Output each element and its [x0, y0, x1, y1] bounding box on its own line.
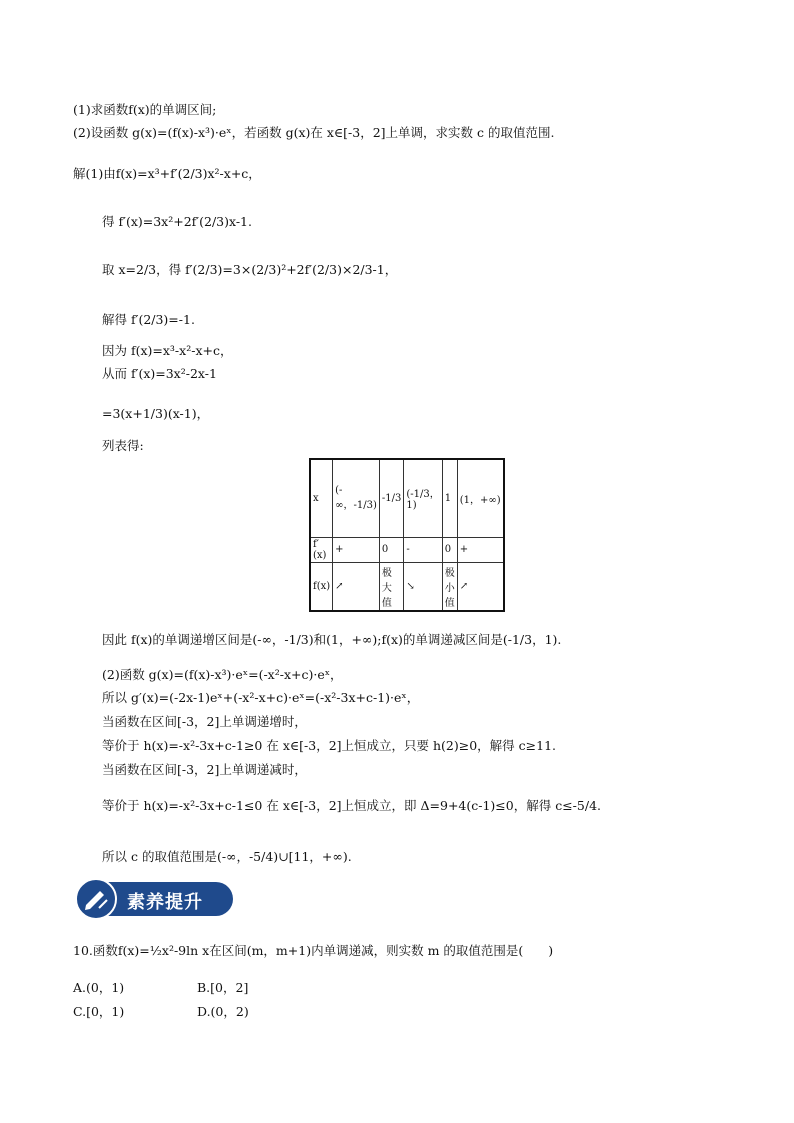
part2-line-5: 当函数在区间[-3，2]上单调递减时，: [102, 762, 307, 777]
table-row-function: [310, 562, 504, 611]
pencil-book-icon: [75, 878, 117, 920]
solution-line-2: 得 f′(x)=3x²+2f′(2/3)x-1.: [102, 214, 252, 229]
table-cell: +: [333, 537, 380, 562]
table-cell: (-∞，-1/3): [333, 459, 380, 537]
table-cell: 0: [379, 537, 403, 562]
solution-line-1: 解(1)由f(x)=x³+f′(2/3)x²-x+c，: [73, 166, 261, 181]
problem-part-1: (1)求函数f(x)的单调区间;: [73, 102, 217, 117]
conclusion-part-1: 因此 f(x)的单调递增区间是(-∞，-1/3)和(1，+∞);f(x)的单调递减区间是(-1/3，1).: [102, 632, 562, 647]
table-cell: x: [310, 459, 333, 537]
table-cell: 1: [442, 459, 457, 537]
option-d: D.(0，2): [197, 1004, 249, 1019]
solution-line-4: 解得 f′(2/3)=-1.: [102, 312, 195, 327]
solution-line-3: 取 x=2/3，得 f′(2/3)=3×(2/3)²+2f′(2/3)×2/3-1，: [102, 262, 398, 277]
solution-line-5: 因为 f(x)=x³-x²-x+c，: [102, 343, 233, 358]
option-a: A.(0，1): [73, 980, 125, 995]
table-cell: 极大值: [379, 562, 403, 611]
option-c: C.[0，1): [73, 1004, 125, 1019]
table-cell: ↗: [457, 562, 503, 611]
table-cell: +: [457, 537, 503, 562]
solution-line-8: 列表得:: [102, 438, 144, 453]
table-cell: f(x): [310, 562, 333, 611]
part2-line-2: 所以 g′(x)=(-2x-1)eˣ+(-x²-x+c)·eˣ=(-x²-3x+c-1)·eˣ，: [102, 690, 420, 705]
table-cell: ↘: [404, 562, 442, 611]
part2-line-7: 所以 c 的取值范围是(-∞，-5/4)∪[11，+∞).: [102, 849, 352, 864]
table-cell: 极小值: [442, 562, 457, 611]
table-cell: f′(x): [310, 537, 333, 562]
table-row-x: [310, 459, 504, 537]
table-cell: ↗: [333, 562, 380, 611]
part2-line-4: 等价于 h(x)=-x²-3x+c-1≥0 在 x∈[-3，2]上恒成立，只要 h(2)≥0，解得 c≥11.: [102, 738, 557, 753]
section-banner: [75, 878, 233, 920]
part2-line-1: (2)函数 g(x)=(f(x)-x³)·eˣ=(-x²-x+c)·eˣ，: [102, 667, 343, 682]
table-row-derivative: [310, 537, 504, 562]
variation-table: [309, 458, 505, 612]
solution-line-7: =3(x+1/3)(x-1)，: [102, 406, 210, 421]
part2-line-3: 当函数在区间[-3，2]上单调递增时，: [102, 714, 307, 729]
option-b: B.[0，2]: [197, 980, 249, 995]
solution-line-6: 从而 f′(x)=3x²-2x-1: [102, 366, 217, 381]
table-cell: -1/3: [379, 459, 403, 537]
problem-part-2: (2)设函数 g(x)=(f(x)-x³)·eˣ，若函数 g(x)在 x∈[-3，2]上单调，求实数 c 的取值范围.: [73, 125, 555, 140]
table-cell: 0: [442, 537, 457, 562]
part2-line-6: 等价于 h(x)=-x²-3x+c-1≤0 在 x∈[-3，2]上恒成立，即 Δ=9+4(c-1)≤0，解得 c≤-5/4.: [102, 798, 601, 813]
banner-label: 素养提升: [127, 892, 203, 913]
question-10-stem: 10.函数f(x)=½x²-9ln x在区间(m，m+1)内单调递减，则实数 m 的取值范围是( ): [73, 943, 554, 958]
table-cell: -: [404, 537, 442, 562]
table-cell: (-1/3，1): [404, 459, 442, 537]
table-cell: (1，+∞): [457, 459, 503, 537]
